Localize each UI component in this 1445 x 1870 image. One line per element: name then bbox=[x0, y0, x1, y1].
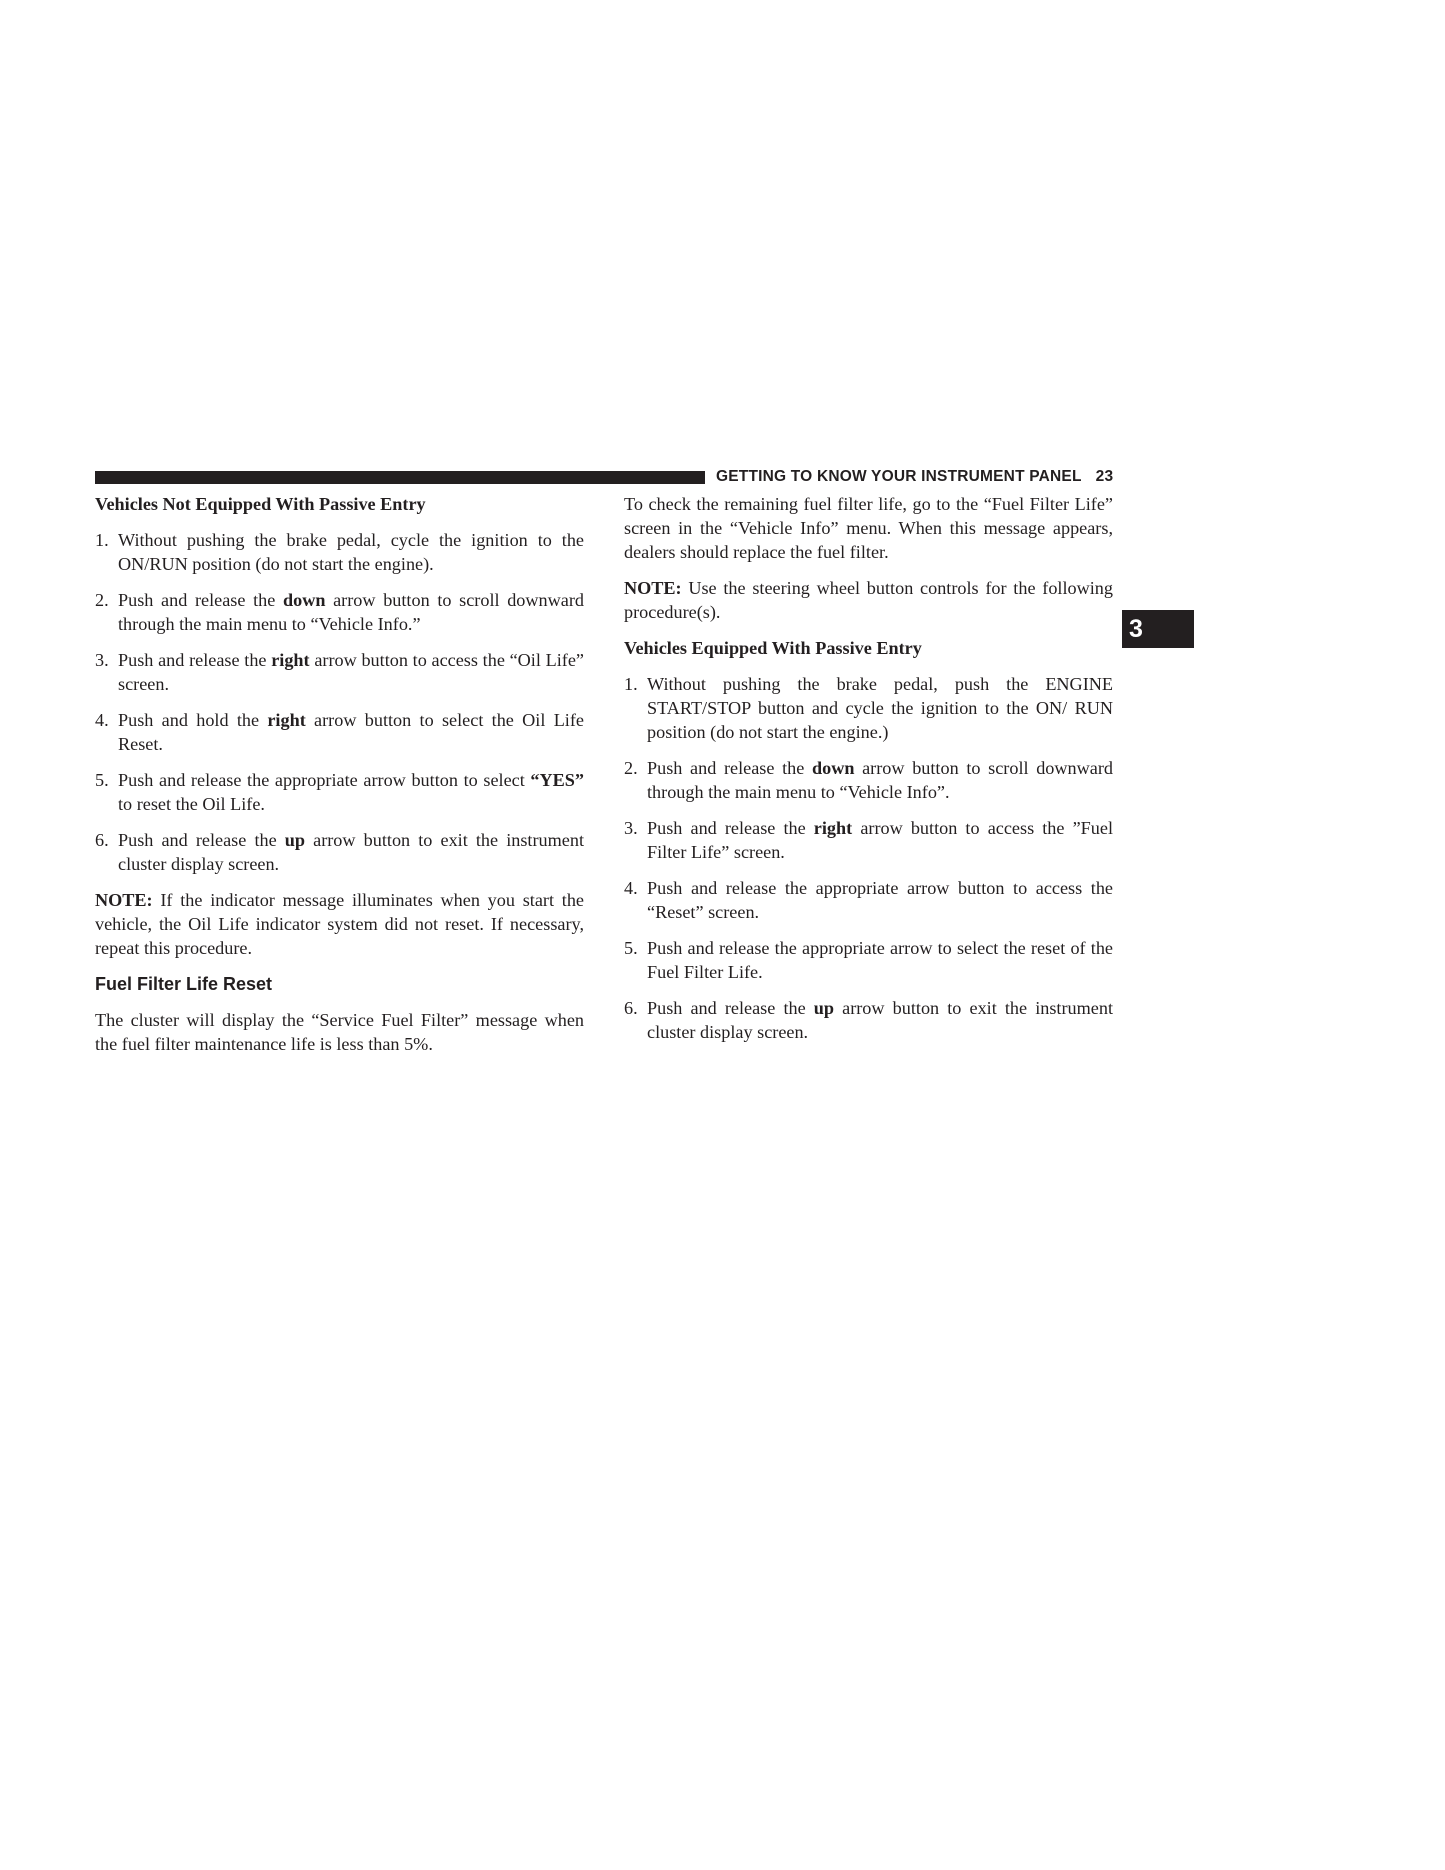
note-text: Use the steering wheel button controls for the following procedure(s). bbox=[624, 578, 1113, 622]
note-label: NOTE: bbox=[624, 578, 682, 598]
chapter-number: 3 bbox=[1129, 614, 1143, 643]
list-item bbox=[95, 828, 584, 876]
header-rule bbox=[95, 471, 705, 484]
step-text: Push and release the appropriate arrow to select the reset of the Fuel Filter Life. bbox=[647, 938, 1113, 982]
list-item bbox=[95, 648, 584, 696]
step-text: Push and release the bbox=[118, 650, 272, 670]
step-number: 6. bbox=[624, 998, 638, 1018]
list-item bbox=[624, 936, 1113, 984]
step-text: arrow button to exit the instrument cluster display screen. bbox=[118, 830, 584, 874]
step-emphasis: down bbox=[811, 758, 855, 778]
step-number: 5. bbox=[624, 938, 638, 958]
step-number: 4. bbox=[624, 878, 638, 898]
list-item bbox=[624, 756, 1113, 804]
note-label: NOTE: bbox=[95, 890, 153, 910]
step-emphasis: right bbox=[813, 818, 853, 838]
step-number: 4. bbox=[95, 710, 109, 730]
step-text: arrow button to select the Oil Life Reset. bbox=[118, 710, 584, 754]
subheading-not-passive: Vehicles Not Equipped With Passive Entry bbox=[95, 494, 426, 514]
steps-list-left bbox=[95, 528, 584, 876]
intro-paragraph: To check the remaining fuel filter life, go to the “Fuel Filter Life” screen in the “Vehicle Info” menu. When this message appears, dealers should replace the fuel filter. bbox=[624, 494, 1113, 562]
step-number: 1. bbox=[95, 530, 109, 550]
step-emphasis: down bbox=[282, 590, 326, 610]
step-emphasis: right bbox=[271, 650, 310, 670]
step-text: Push and release the bbox=[118, 590, 283, 610]
note-paragraph-left bbox=[95, 888, 584, 960]
step-number: 3. bbox=[624, 818, 638, 838]
step-text: arrow button to access the ”Fuel Filter Life” screen. bbox=[647, 818, 1113, 862]
list-item bbox=[95, 528, 584, 576]
step-text: Push and release the appropriate arrow button to access the “Reset” screen. bbox=[647, 878, 1113, 922]
step-emphasis: “YES” bbox=[530, 770, 584, 790]
section-title: GETTING TO KNOW YOUR INSTRUMENT PANEL bbox=[716, 468, 1082, 485]
step-number: 2. bbox=[95, 590, 109, 610]
list-item bbox=[624, 996, 1113, 1044]
step-number: 3. bbox=[95, 650, 109, 670]
step-text: Push and release the bbox=[647, 818, 814, 838]
step-number: 6. bbox=[95, 830, 109, 850]
running-header bbox=[716, 468, 1113, 486]
step-number: 5. bbox=[95, 770, 109, 790]
list-item bbox=[624, 876, 1113, 924]
note-text: If the indicator message illuminates when you start the vehicle, the Oil Life indicator system did not reset. If necessary, repeat this procedure. bbox=[95, 890, 584, 958]
step-text: Push and release the bbox=[647, 758, 812, 778]
step-text: arrow button to scroll downward through the main menu to “Vehicle Info.” bbox=[118, 590, 584, 634]
step-number: 1. bbox=[624, 674, 638, 694]
list-item bbox=[624, 672, 1113, 744]
section-heading: Fuel Filter Life Reset bbox=[95, 974, 273, 994]
list-item bbox=[95, 708, 584, 756]
step-emphasis: up bbox=[813, 998, 835, 1018]
note-paragraph-right bbox=[624, 576, 1113, 624]
chapter-tab bbox=[1122, 610, 1194, 648]
step-text: Push and release the bbox=[118, 830, 285, 850]
step-text: to reset the Oil Life. bbox=[118, 794, 265, 814]
step-emphasis: up bbox=[284, 830, 306, 850]
step-text: Push and release the appropriate arrow button to select bbox=[118, 770, 531, 790]
step-text: Push and hold the bbox=[118, 710, 268, 730]
list-item bbox=[95, 768, 584, 816]
step-text: Push and release the bbox=[647, 998, 814, 1018]
step-text: arrow button to exit the instrument cluster display screen. bbox=[647, 998, 1113, 1042]
step-number: 2. bbox=[624, 758, 638, 778]
step-text: Without pushing the brake pedal, push the ENGINE START/STOP button and cycle the ignition to the ON/ RUN position (do not start the engine.) bbox=[647, 674, 1113, 742]
steps-list-right bbox=[624, 672, 1113, 1044]
left-column bbox=[95, 492, 584, 1056]
step-text: arrow button to access the “Oil Life” screen. bbox=[118, 650, 584, 694]
list-item bbox=[95, 588, 584, 636]
subheading-passive: Vehicles Equipped With Passive Entry bbox=[624, 638, 922, 658]
page-number: 23 bbox=[1095, 468, 1114, 485]
step-emphasis: right bbox=[267, 710, 306, 730]
step-text: Without pushing the brake pedal, cycle the ignition to the ON/RUN position (do not start the engine). bbox=[118, 530, 584, 574]
section-paragraph: The cluster will display the “Service Fuel Filter” message when the fuel filter maintenance life is less than 5%. bbox=[95, 1010, 584, 1054]
right-column bbox=[624, 492, 1113, 1056]
step-text: arrow button to scroll downward through the main menu to “Vehicle Info”. bbox=[647, 758, 1113, 802]
list-item bbox=[624, 816, 1113, 864]
